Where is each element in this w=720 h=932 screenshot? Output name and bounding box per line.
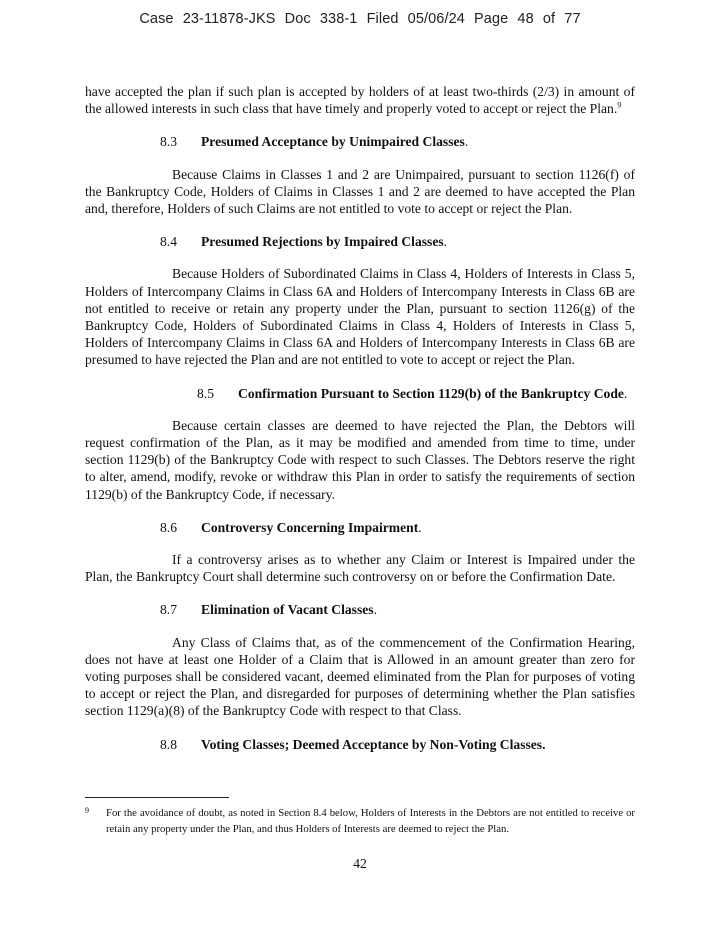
section-heading-8-5: 8.5 Confirmation Pursuant to Section 1129(b) of the Bankruptcy Code. xyxy=(197,385,628,401)
section-title: Presumed Acceptance by Unimpaired Classes xyxy=(201,134,465,150)
section-body-8-5: Because certain classes are deemed to have rejected the Plan, the Debtors will request confirmation of the Plan, as it may be modified and amended from time to time, under section 1129(b) of the Bankruptcy Code with respect to such Classes. The Debtors reserve the right to alter, amend, modify, revoke or withdraw this Plan in order to satisfy the requirements of section 1129(b) of the Bankruptcy Code, if necessary. xyxy=(85,417,635,502)
footnote xyxy=(85,806,635,837)
section-body-8-4: Because Holders of Subordinated Claims in Class 4, Holders of Interests in Class 5, Holders of Intercompany Claims in Class 6A and Holders of Intercompany Interests in Class 6B are not entitled to receive or retain any property under the Plan, pursuant to section 1126(g) of the Bankruptcy Code, Holders of Subordinated Claims in Class 4, Holders of Interests in Class 5, Holders of Intercompany Claims in Class 6A and Holders of Intercompany Interests in Class 6B are presumed to have rejected the Plan and are not entitled to vote to accept or reject the Plan. xyxy=(85,266,635,368)
section-heading-8-7: 8.7 Elimination of Vacant Classes. xyxy=(160,602,377,618)
section-number: 8.4 xyxy=(160,234,177,250)
section-body-8-3: Because Claims in Classes 1 and 2 are Unimpaired, pursuant to section 1126(f) of the Bankruptcy Code, Holders of Claims in Classes 1 and 2 are deemed to have accepted the Plan and, therefore, Holders of such Claims are not entitled to vote to accept or reject the Plan. xyxy=(85,166,635,217)
section-title: Presumed Rejections by Impaired Classes xyxy=(201,234,444,250)
section-body-8-6: If a controversy arises as to whether any Claim or Interest is Impaired under the Plan, the Bankruptcy Court shall determine such controversy on or before the Confirmation Date. xyxy=(85,552,635,585)
footnote-reference: 9 xyxy=(617,100,622,110)
section-number: 8.6 xyxy=(160,519,177,535)
section-title: Controversy Concerning Impairment xyxy=(201,519,419,535)
footnote-mark: 9 xyxy=(85,806,89,815)
section-heading-8-8 xyxy=(160,736,635,753)
section-body-8-7: Any Class of Claims that, as of the commencement of the Confirmation Hearing, does not have at least one Holder of a Claim that is Allowed in an amount greater than zero for voting purposes shall be considered vacant, deemed eliminated from the Plan for purposes of voting to accept or reject the Plan, and disregarded for purposes of determining whether the Plan satisfies section 1129(a)(8) of the Bankruptcy Code with respect to that Class. xyxy=(85,634,635,719)
section-title: Elimination of Vacant Classes xyxy=(201,602,374,618)
intro-paragraph: have accepted the plan if such plan is accepted by holders of at least two-thirds (2/3) in amount of the allowed interests in such class that have timely and properly voted to accept or reject the Plan.$^9$ xyxy=(85,84,635,117)
document-body xyxy=(85,83,635,753)
footnote-text: For the avoidance of doubt, as noted in Section 8.4 below, Holders of Interests in the Debtors are not entitled to receive or retain any property under the Plan, and thus Holders of Interests are deemed to reject the Plan. xyxy=(106,807,635,835)
section-title: Confirmation Pursuant to Section 1129(b) of the Bankruptcy Code xyxy=(238,385,624,401)
footnote-separator xyxy=(85,797,229,798)
section-heading-8-6: 8.6 Controversy Concerning Impairment. xyxy=(160,519,422,535)
section-heading-8-4: 8.4 Presumed Rejections by Impaired Classes. xyxy=(160,234,448,250)
section-heading-8-3: 8.3 Presumed Acceptance by Unimpaired Classes. xyxy=(160,134,469,150)
page-number: 42 xyxy=(353,856,367,871)
section-number: 8.5 xyxy=(197,385,214,401)
section-number: 8.8 xyxy=(160,736,177,752)
section-number: 8.3 xyxy=(160,134,177,150)
case-header: Case 23-11878-JKS Doc 338-1 Filed 05/06/24 Page 48 of 77 xyxy=(139,11,581,27)
section-title: Voting Classes; Deemed Acceptance by Non-Voting Classes. xyxy=(201,736,546,752)
section-number: 8.7 xyxy=(160,602,177,618)
